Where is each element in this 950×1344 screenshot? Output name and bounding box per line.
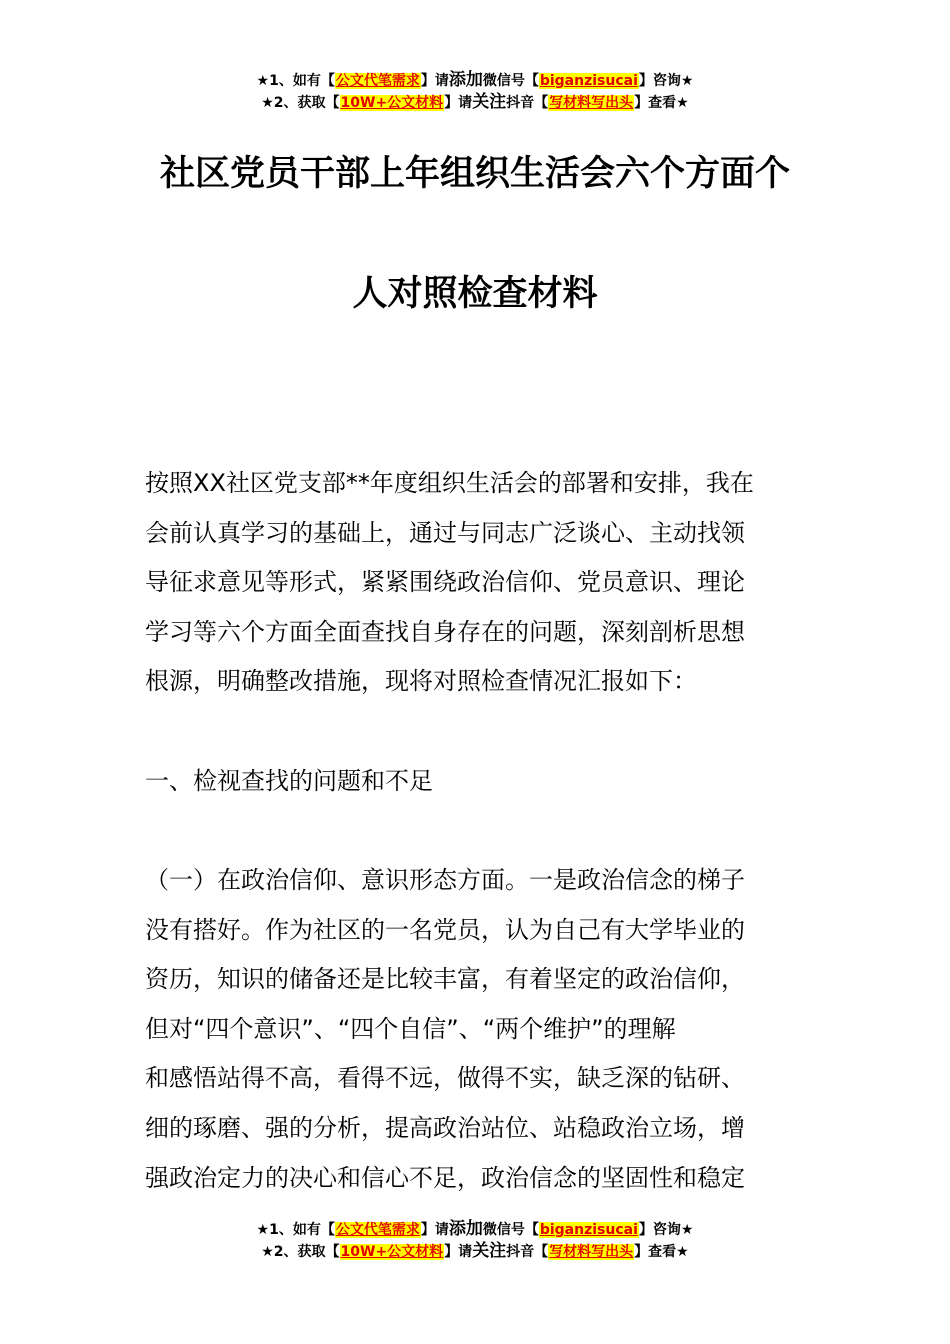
highlight-douyin-account: 写材料写出头 — [549, 1244, 634, 1260]
text-line: 会前认真学习的基础上，通过与同志广泛谈心、主动找领 — [145, 518, 745, 547]
banner-line-2: ★2、获取【10W+公文材料】请关注抖音【写材料写出头】查看★ — [261, 92, 689, 112]
header-banner — [0, 69, 950, 113]
text-line: 导征求意见等形式，紧紧围绕政治信仰、党员意识、理论 — [145, 568, 745, 597]
highlight-ghostwriting: 公文代笔需求 — [335, 1222, 420, 1238]
highlight-douyin-account: 写材料写出头 — [549, 95, 634, 111]
text-line: 根源，明确整改措施，现将对照检查情况汇报如下： — [145, 667, 697, 696]
highlight-wechat-id: biganzisucai — [539, 1222, 638, 1238]
highlight-ghostwriting: 公文代笔需求 — [335, 73, 420, 89]
footer-banner-line-1: ★1、如有【公文代笔需求】请添加微信号【biganzisucai】咨询★ — [256, 1219, 694, 1239]
highlight-materials: 10W+公文材料 — [340, 95, 444, 111]
text-line: 按照XX社区党支部**年度组织生活会的部署和安排，我在 — [145, 469, 754, 497]
highlight-materials: 10W+公文材料 — [340, 1244, 444, 1260]
footer-banner — [0, 1218, 950, 1262]
text-line: （一）在政治信仰、意识形态方面。一是政治信念的梯子 — [145, 866, 745, 894]
text-line: 学习等六个方面全面查找自身存在的问题，深刻剖析思想 — [145, 617, 745, 646]
document-title-line-1: 社区党员干部上年组织生活会六个方面个 — [159, 154, 790, 194]
paragraph-political-belief — [145, 856, 825, 1203]
text-line: 和感悟站得不高，看得不远，做得不实，缺乏深的钻研、 — [145, 1064, 745, 1093]
text-line: 资历，知识的储备还是比较丰富，有着坚定的政治信仰， — [145, 965, 745, 994]
text-line: 细的琢磨、强的分析，提高政治站位、站稳政治立场，增 — [145, 1113, 745, 1142]
footer-banner-line-2: ★2、获取【10W+公文材料】请关注抖音【写材料写出头】查看★ — [261, 1241, 689, 1261]
document-title-line-2: 人对照检查材料 — [352, 274, 598, 314]
text-line: 没有搭好。作为社区的一名党员，认为自己有大学毕业的 — [145, 915, 745, 944]
text-line: 但对“四个意识”、“四个自信”、“两个维护”的理解 — [145, 1014, 676, 1043]
section-heading: 一、检视查找的问题和不足 — [145, 767, 433, 795]
text-line: 强政治定力的决心和信心不足，政治信念的坚固性和稳定 — [145, 1163, 745, 1192]
banner-line-1: ★1、如有【公文代笔需求】请添加微信号【biganzisucai】咨询★ — [256, 70, 694, 90]
intro-paragraph — [145, 459, 825, 707]
highlight-wechat-id: biganzisucai — [539, 73, 638, 89]
